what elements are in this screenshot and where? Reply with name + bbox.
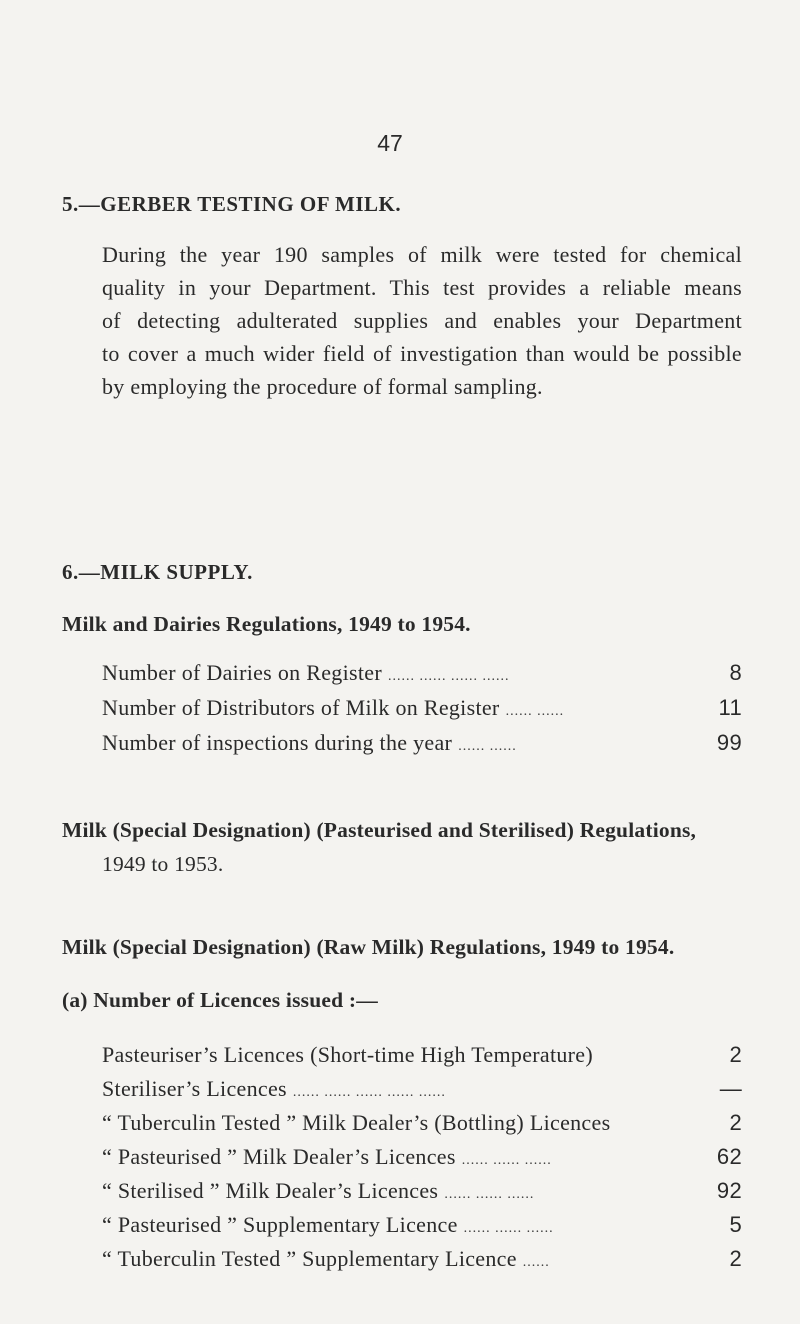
section-5-paragraph (102, 238, 742, 403)
stat-value: 11 (718, 695, 742, 720)
licence-value: 2 (729, 1042, 742, 1067)
licence-label: “ Pasteurised ” Supplementary Licence (102, 1212, 458, 1237)
licence-label: Steriliser’s Licences (102, 1076, 287, 1101)
stat-value: 99 (716, 730, 742, 755)
licence-label: “ Pasteurised ” Milk Dealer’s Licences (102, 1144, 456, 1169)
licence-row (102, 1178, 742, 1204)
licence-value: 5 (729, 1212, 742, 1237)
licence-row (102, 1110, 742, 1136)
leader-dots: ...... (522, 1255, 550, 1270)
paragraph-line: During the year 190 samples of milk were tested for chemical (102, 242, 742, 267)
licence-label: Pasteuriser’s Licences (Short-time High Temperature) (102, 1042, 593, 1067)
leader-dots: ...... ...... ...... ...... (387, 669, 510, 684)
paragraph-line: to cover a much wider field of investigation than would be possible (102, 341, 742, 366)
special-designation-pasteurised-years: 1949 to 1953. (102, 852, 224, 876)
special-designation-raw-heading: Milk (Special Designation) (Raw Milk) Regulations, 1949 to 1954. (62, 935, 675, 959)
paragraph-line: quality in your Department. This test provides a reliable means (102, 275, 742, 300)
licence-label: “ Sterilised ” Milk Dealer’s Licences (102, 1178, 439, 1203)
section-5-heading: 5.—GERBER TESTING OF MILK. (62, 192, 402, 216)
licence-row (102, 1144, 742, 1170)
licence-row (102, 1246, 742, 1272)
licence-value: 92 (716, 1178, 742, 1203)
licence-value: 2 (729, 1246, 742, 1271)
stat-value: 8 (729, 660, 742, 685)
special-designation-pasteurised-heading: Milk (Special Designation) (Pasteurised and Sterilised) Regulations, (62, 818, 697, 842)
licence-value: 2 (729, 1110, 742, 1135)
section-6-heading: 6.—MILK SUPPLY. (62, 560, 253, 584)
paragraph-line: by employing the procedure of formal sampling. (102, 374, 543, 399)
page-number: 47 (377, 130, 403, 156)
stat-row-inspections (102, 730, 742, 756)
licence-label: “ Tuberculin Tested ” Milk Dealer’s (Bottling) Licences (102, 1110, 611, 1135)
licence-label: “ Tuberculin Tested ” Supplementary Licence (102, 1246, 517, 1271)
leader-dots: ...... ...... ...... (444, 1187, 535, 1202)
licence-row (102, 1212, 742, 1238)
milk-dairies-regulations-heading: Milk and Dairies Regulations, 1949 to 1954. (62, 612, 471, 636)
leader-dots: ...... ...... ...... ...... ...... (292, 1085, 446, 1100)
paragraph-line: of detecting adulterated supplies and enables your Department (102, 308, 742, 333)
leader-dots: ...... ...... ...... (463, 1221, 554, 1236)
stat-row-dairies (102, 660, 742, 686)
licence-row (102, 1042, 742, 1068)
leader-dots: ...... ...... (505, 704, 565, 719)
licence-value: 62 (716, 1144, 742, 1169)
leader-dots: ...... ...... (458, 739, 517, 754)
leader-dots: ...... ...... ...... (461, 1153, 552, 1168)
stat-label: Number of Dairies on Register (102, 660, 382, 685)
licence-row (102, 1076, 742, 1102)
licence-value: — (719, 1076, 742, 1101)
stat-row-distributors (102, 695, 742, 721)
stat-label: Number of inspections during the year (102, 730, 453, 755)
licences-issued-heading: (a) Number of Licences issued :— (62, 988, 378, 1012)
stat-label: Number of Distributors of Milk on Register (102, 695, 500, 720)
